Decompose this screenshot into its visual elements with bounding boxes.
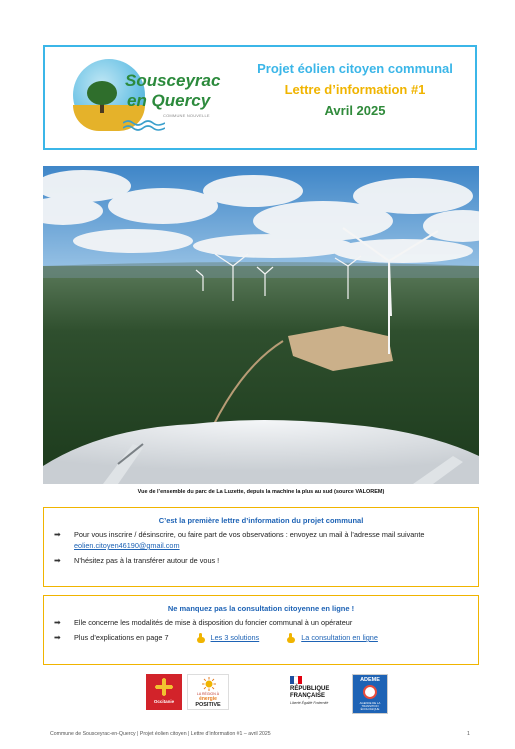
rf-line1: RÉPUBLIQUE (290, 686, 330, 692)
list-item-text: N’hésitez pas à la transférer autour de vous ! (74, 556, 220, 565)
avenir-line1: LA RÉGION À (196, 692, 220, 696)
info-box-title: Ne manquez pas la consultation citoyenne en ligne ! (167, 604, 355, 613)
avenir-line3: POSITIVE (195, 702, 221, 708)
logo-tree-icon (87, 81, 117, 105)
header-box (43, 45, 477, 150)
header-titles (235, 61, 475, 118)
list-item-text: Elle concerne les modalités de mise à disposition du foncier communal à un opérateur (74, 618, 353, 627)
arrow-right-icon: ➡ (54, 530, 61, 539)
occitanie-logo (146, 674, 182, 710)
photo-caption: Vue de l’ensemble du parc de La Luzette, depuis la machine la plus au sud (source VALOREM) (137, 489, 385, 495)
list-item (54, 617, 468, 628)
list-item-text: Plus d’explications en page 7 (74, 633, 169, 642)
ademe-subtitle: AGENCE DE LA TRANSITION ÉCOLOGIQUE (359, 701, 381, 712)
arrow-right-icon: ➡ (54, 556, 61, 565)
page-number: 1 (467, 731, 470, 737)
list-item (54, 632, 468, 643)
wind-farm-illustration (43, 166, 479, 484)
list-item-text: Pour vous inscrire / désinscrire, ou faire part de vos observations : envoyez un mail à l’adresse mail suivante (74, 530, 425, 539)
rf-line2: FRANÇAISE (290, 693, 326, 699)
ademe-circle-icon (363, 685, 377, 699)
french-flag-icon (290, 676, 302, 684)
avenir-line2: énergie (199, 696, 217, 702)
logo-name-line2: en Quercy (127, 91, 211, 110)
page-title: Projet éolien citoyen communal (257, 61, 453, 76)
arrow-right-icon: ➡ (54, 618, 61, 627)
newsletter-number: Lettre d’information #1 (284, 82, 426, 97)
arrow-right-icon: ➡ (54, 633, 61, 642)
pointing-hand-icon (287, 633, 295, 643)
contact-email-link[interactable]: eolien.citoyen46190@gmail.com (74, 541, 180, 550)
logo-tagline: COMMUNE NOUVELLE (163, 113, 210, 118)
occitan-cross-icon (155, 678, 173, 696)
wind-farm-photo (43, 166, 479, 484)
info-box-title: C’est la première lettre d’information du projet communal (158, 516, 364, 525)
logo-waves-icon (123, 119, 165, 133)
commune-logo (65, 55, 221, 143)
region-energie-positive-logo (187, 674, 229, 710)
sun-icon (202, 677, 216, 691)
info-box-newsletter (43, 507, 479, 587)
online-consultation-link[interactable]: La consultation en ligne (301, 633, 378, 642)
page-footer: Commune de Sousceyrac-en-Quercy | Projet éolien citoyen | Lettre d’information #1 – avril 2025 (50, 731, 271, 737)
pointing-hand-icon (197, 633, 205, 643)
list-item (54, 555, 468, 566)
logo-name-line1: Sousceyrac (125, 71, 221, 90)
newsletter-date: Avril 2025 (324, 103, 386, 118)
ademe-label: ADEME (360, 677, 380, 683)
info-box-consultation (43, 595, 479, 665)
occitanie-label: Occitanie (153, 699, 175, 704)
rf-motto: Liberté Égalité Fraternité (290, 701, 329, 705)
ademe-logo (352, 674, 388, 714)
republique-francaise-logo (290, 676, 342, 716)
list-item (54, 529, 468, 551)
three-solutions-link[interactable]: Les 3 solutions (210, 633, 260, 642)
